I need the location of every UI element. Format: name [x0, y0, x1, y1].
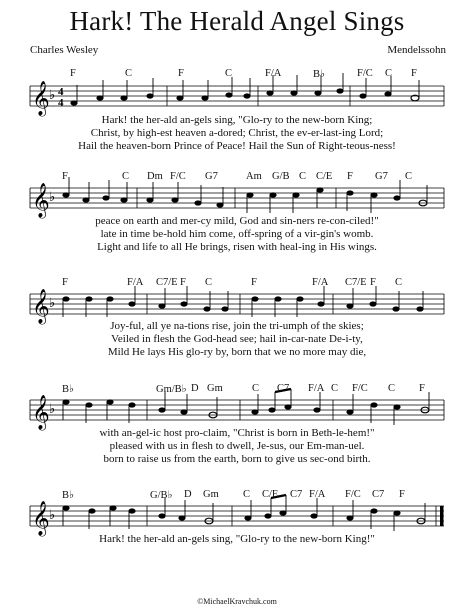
- chord: F: [419, 383, 425, 394]
- chord: C7: [290, 489, 303, 500]
- chord: F: [411, 68, 417, 79]
- chord: C7/E: [345, 277, 367, 288]
- chord: C7/E: [156, 277, 178, 288]
- chord: G7: [205, 171, 218, 182]
- chord: F: [347, 171, 353, 182]
- chord: F/A: [308, 383, 325, 394]
- chord: D: [184, 489, 192, 500]
- lyricist-credit: Charles Wesley: [30, 44, 99, 56]
- chord: Dm: [147, 171, 163, 182]
- chord: F: [70, 68, 76, 79]
- chord: Gm: [207, 383, 223, 394]
- svg-text:♭: ♭: [49, 190, 56, 205]
- chord: C: [122, 171, 130, 182]
- svg-text:♭: ♭: [49, 296, 56, 311]
- chord: C7: [372, 489, 385, 500]
- chord: F: [62, 277, 68, 288]
- chord: C: [205, 277, 213, 288]
- lyric-line-2: pleased with us in flesh to dwell, Je-sus, our Em-man-uel.: [109, 440, 365, 452]
- chord: B♭: [62, 490, 74, 501]
- music-system-4: [0, 378, 474, 488]
- chord: G/B: [272, 171, 290, 182]
- chord: F: [178, 68, 184, 79]
- chord: C: [243, 489, 251, 500]
- chord: F/A: [309, 489, 326, 500]
- chord: B♭: [62, 384, 74, 395]
- lyric-line-3: Mild He lays His glo-ry by, born that we no more may die,: [107, 346, 367, 358]
- chord: C/E: [262, 489, 279, 500]
- lyric-line-1: Hark! the her-ald an-gels sing, "Glo-ry to the new-born King;: [101, 114, 373, 126]
- svg-text:𝄞: 𝄞: [32, 501, 50, 536]
- chord: F: [62, 171, 68, 182]
- chord: B♭: [313, 69, 325, 80]
- song-title: Hark! The Herald Angel Sings: [69, 6, 405, 36]
- lyric-line-3: Light and life to all He brings, risen with heal-ing in His wings.: [97, 241, 377, 253]
- music-system-3: [0, 272, 474, 382]
- chord: D: [191, 383, 199, 394]
- svg-text:♭: ♭: [49, 402, 56, 417]
- chord: Am: [246, 171, 262, 182]
- chord: G/B♭: [150, 490, 173, 501]
- svg-text:♭: ♭: [49, 88, 56, 103]
- chord: F/C: [357, 68, 373, 79]
- time-sig-bottom: 4: [58, 97, 64, 109]
- chord: C: [405, 171, 413, 182]
- composer-credit: Mendelssohn: [387, 44, 446, 56]
- music-system-1: [0, 60, 474, 170]
- time-sig-top: 4: [58, 86, 64, 98]
- svg-text:𝄞: 𝄞: [32, 183, 50, 218]
- chord: Gm/B♭: [156, 384, 187, 395]
- lyric-line-2: late in time be-hold him come, off-spring of a vir-gin's womb.: [100, 228, 374, 240]
- svg-text:𝄞: 𝄞: [32, 289, 50, 324]
- music-system-2: [0, 166, 474, 276]
- lyric-line-1: Joy-ful, all ye na-tions rise, join the tri-umph of the skies;: [110, 320, 364, 332]
- chord: F: [399, 489, 405, 500]
- lyric-line-1: Hark! the her-ald an-gels sing, "Glo-ry to the new-born King!": [99, 533, 375, 545]
- chord: C/E: [316, 171, 333, 182]
- chord: F/C: [170, 171, 186, 182]
- chord: Gm: [203, 489, 219, 500]
- chord: C: [385, 68, 393, 79]
- chord: C: [395, 277, 403, 288]
- svg-text:𝄞: 𝄞: [32, 395, 50, 430]
- chord: F/A: [312, 277, 329, 288]
- chord: F: [370, 277, 376, 288]
- chord: C: [125, 68, 133, 79]
- svg-text:♭: ♭: [49, 508, 56, 523]
- chord: F: [180, 277, 186, 288]
- chord: C: [331, 383, 339, 394]
- chord: C: [388, 383, 396, 394]
- chord: F/C: [345, 489, 361, 500]
- lyric-line-1: with an-gel-ic host pro-claim, "Christ is born in Beth-le-hem!": [99, 427, 375, 439]
- svg-text:𝄞: 𝄞: [32, 81, 50, 116]
- lyric-line-2: Christ, by high-est heaven a-dored; Christ, the ev-er-last-ing Lord;: [90, 127, 384, 139]
- chord: F/C: [352, 383, 368, 394]
- music-system-5: [0, 484, 474, 594]
- chord: C: [252, 383, 260, 394]
- lyric-line-3: born to raise us from the earth, born to give us sec-ond birth.: [103, 453, 371, 465]
- lyric-line-3: Hail the heaven-born Prince of Peace! Hail the Sun of Right-teous-ness!: [78, 140, 396, 152]
- copyright-footer: ©MichaelKravchuk.com: [197, 597, 277, 606]
- chord: F/A: [265, 68, 282, 79]
- chord: C: [225, 68, 233, 79]
- chord: F: [251, 277, 257, 288]
- chord: C: [299, 171, 307, 182]
- lyric-line-1: peace on earth and mer-cy mild, God and sin-ners re-con-ciled!": [95, 215, 379, 227]
- chord: G7: [375, 171, 388, 182]
- lyric-line-2: Veiled in flesh the God-head see; hail in-car-nate De-i-ty,: [111, 333, 363, 345]
- chord: F/A: [127, 277, 144, 288]
- chord: C7: [277, 383, 290, 394]
